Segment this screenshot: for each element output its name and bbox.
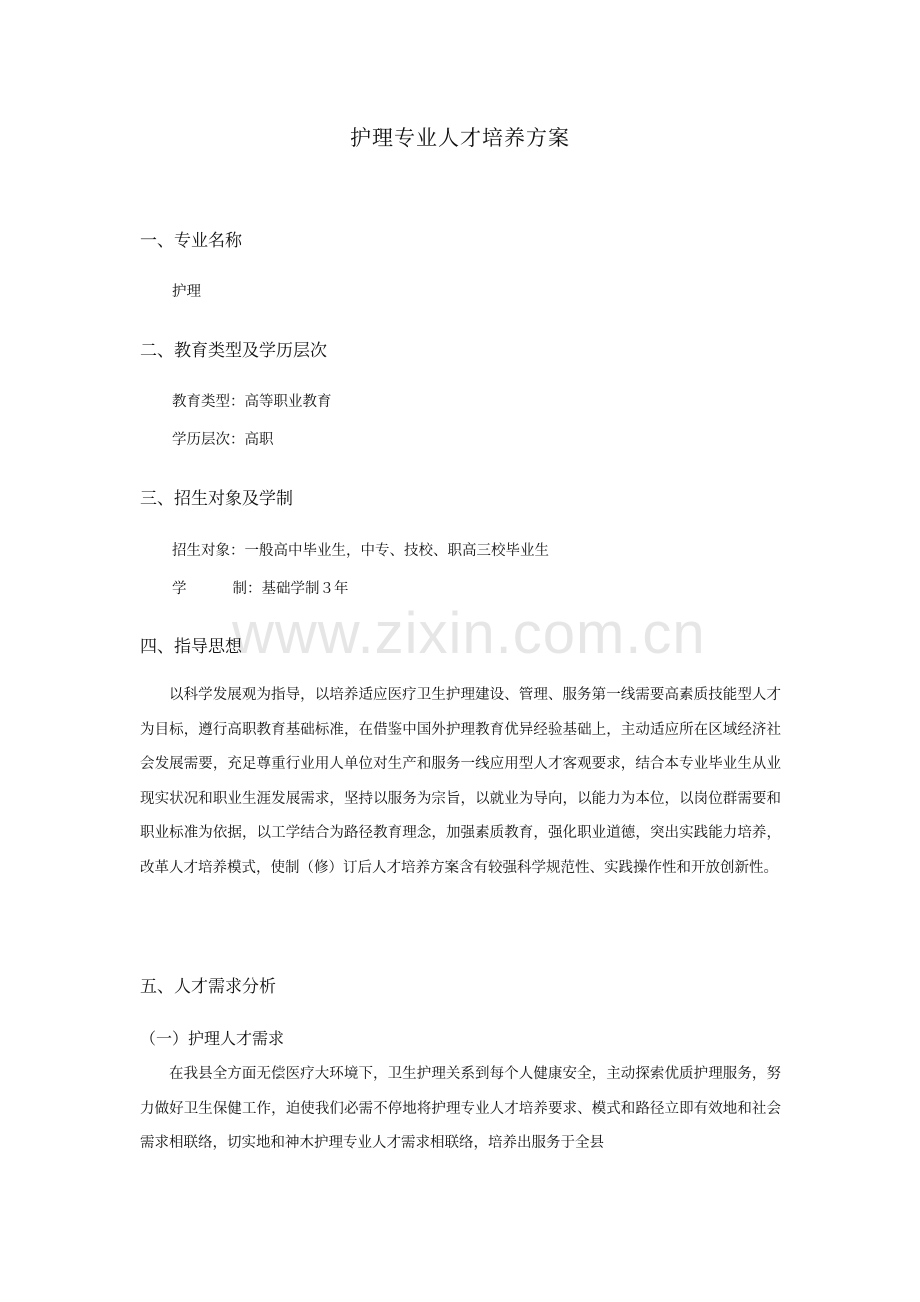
study-length-char1: 学 (172, 581, 187, 597)
enrollment-target-line: 招生对象：一般高中毕业生，中专、技校、职高三校毕业生 (172, 543, 549, 559)
education-type-line: 教育类型：高等职业教育 (172, 394, 332, 410)
guiding-thought-paragraph: 以科学发展观为指导，以培养适应医疗卫生护理建设、管理、服务第一线需要高素质技能型人才为目标，遵行高职教育基础标准，在借鉴中国外护理教育优异经验基础上，主动适应所在区域经济社会发展需要，充足尊重行业用人单位对生产和服务一线应用型人才客观要求，结合本专业毕业生从业现实状况和职业生涯发展需求，坚持以服务为宗旨，以就业为导向，以能力为本位，以岗位群需要和职业标准为依据，以工学结合为路径教育理念，加强素质教育，强化职业道德，突出实践能力培养，改革人才培养模式，使制（修）订后人才培养方案含有较强科学规范性、实践操作性和开放创新性。 (140, 687, 781, 876)
nursing-demand-paragraph: 在我县全方面无偿医疗大环境下，卫生护理关系到每个人健康安全，主动探索优质护理服务，努力做好卫生保健工作，迫使我们必需不停地将护理专业人才培养要求、模式和路径立即有效地和社会需求相联络，切实地和神木护理专业人才需求相联络，培养出服务于全县 (140, 1066, 781, 1151)
study-length-rest: 制：基础学制３年 (232, 581, 349, 597)
major-name-value: 护理 (172, 284, 201, 300)
section-heading-major-name: 一、专业名称 (140, 231, 242, 251)
section-heading-education-type: 二、教育类型及学历层次 (140, 341, 327, 361)
section-heading-talent-demand: 五、人才需求分析 (140, 977, 276, 997)
subheading-nursing-demand: （一）护理人才需求 (140, 1029, 285, 1048)
section-heading-enrollment: 三、招生对象及学制 (140, 489, 293, 509)
watermark: www.zixin.com.cn (232, 601, 706, 666)
study-length-line (172, 577, 349, 598)
page-title: 护理专业人才培养方案 (350, 126, 570, 150)
section-heading-guiding-thought: 四、指导思想 (140, 637, 242, 657)
education-level-line: 学历层次：高职 (172, 432, 274, 448)
